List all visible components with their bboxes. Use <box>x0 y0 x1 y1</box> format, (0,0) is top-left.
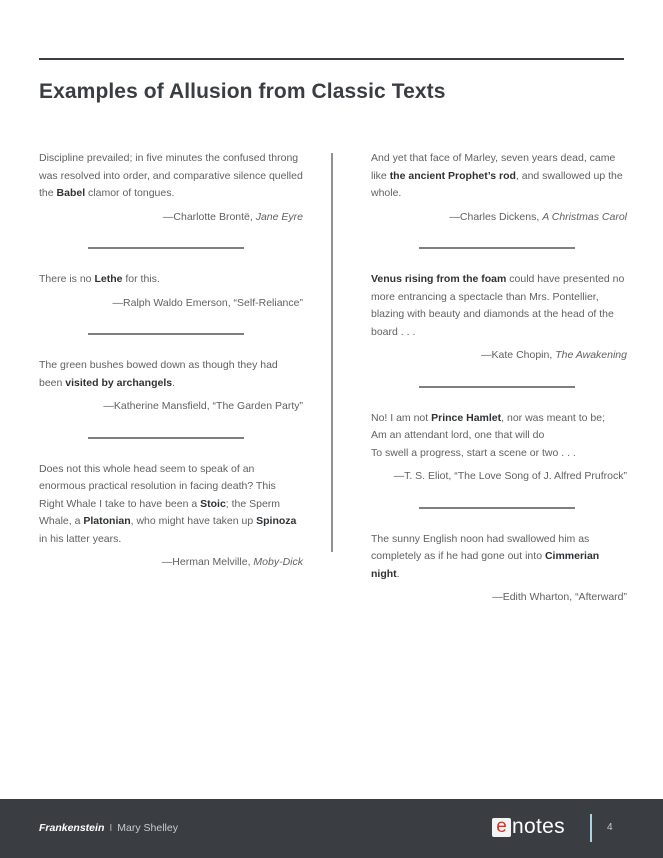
quote-attribution <box>39 295 303 313</box>
quote-fragment: clamor of tongues. <box>85 187 175 199</box>
quote-attribution <box>39 398 303 416</box>
quote-fragment: The sunny English noon had swallowed him as completely as if he had gone out into <box>371 532 590 562</box>
attribution-author: —Charlotte Brontë, <box>162 210 256 223</box>
quote-text <box>39 357 303 392</box>
quote-separator <box>419 507 575 509</box>
quote-fragment: And yet that face of Marley, seven years dead, came like <box>371 152 616 182</box>
quote-fragment: . <box>396 567 400 580</box>
attribution-work: Moby-Dick <box>253 556 303 568</box>
attribution-author: —Edith Wharton, <box>492 591 576 603</box>
quote-fragment: Discipline prevailed; in five minutes the confused throng was resolved into order, and comparative silence quelled the <box>39 152 303 199</box>
quote-text <box>39 461 303 549</box>
footer-author: Mary Shelley <box>117 822 178 834</box>
quote-fragment: could have presented no more entrancing a spectacle than Mrs. Pontellier, blazing with beauty and diamonds at the head of the board . . . <box>371 273 625 338</box>
quote-separator <box>419 386 575 388</box>
quote-attribution <box>371 347 627 365</box>
attribution-author: —Charles Dickens, <box>449 210 543 223</box>
right-column <box>371 150 627 607</box>
quote-attribution <box>39 209 303 227</box>
footer-divider <box>590 814 592 842</box>
column-divider <box>331 153 333 552</box>
quote-fragment: No! I am not <box>371 411 432 424</box>
top-rule <box>39 58 624 60</box>
quote-fragment: , who might have taken up <box>130 515 257 527</box>
quote-fragment: The green bushes bowed down as though they had been <box>39 359 278 389</box>
quote-attribution <box>39 554 303 572</box>
attribution-work: “Self-Reliance” <box>233 296 303 309</box>
enotes-logo-e-icon: e <box>492 818 511 837</box>
quote-fragment: ; the Sperm Whale, a <box>39 497 281 527</box>
page-title: Examples of Allusion from Classic Texts <box>39 80 446 103</box>
attribution-author: —Ralph Waldo Emerson, <box>112 296 234 309</box>
attribution-work: Jane Eyre <box>255 210 303 223</box>
quote-attribution <box>371 589 627 607</box>
quote-fragment: , and swallowed up the whole. <box>371 169 623 199</box>
quote-fragment: , nor was meant to be; Am an attendant lord, one that will do To swell a progress, start a scene or two . . . <box>371 411 606 459</box>
quote-fragment: There is no <box>39 273 95 285</box>
attribution-work: The Awakening <box>555 349 627 361</box>
allusion-term: Stoic <box>200 497 226 510</box>
quote-fragment: . <box>172 376 175 389</box>
attribution-work: A Christmas Carol <box>542 210 627 223</box>
allusion-term: visited by archangels <box>65 376 173 389</box>
attribution-work: “The Love Song of J. Alfred Prufrock” <box>454 470 627 482</box>
quote-attribution <box>371 209 627 227</box>
allusion-term: Spinoza <box>256 515 297 527</box>
allusion-term: Cimmerian night <box>371 550 600 580</box>
quote-separator <box>419 247 575 249</box>
quote-separator <box>88 437 244 439</box>
quote-fragment: for this. <box>122 273 160 285</box>
quote-text <box>371 271 627 341</box>
attribution-author: —Herman Melville, <box>161 556 254 568</box>
enotes-logo[interactable] <box>492 815 565 839</box>
enotes-logo-text: notes <box>512 815 565 838</box>
quote-separator <box>88 247 244 249</box>
allusion-term: Babel <box>56 187 86 199</box>
quote-attribution <box>371 468 627 486</box>
footer-book-info <box>39 822 178 834</box>
allusion-term: Prince Hamlet <box>431 411 502 424</box>
quote-text <box>371 150 627 203</box>
attribution-author: —Katherine Mansfield, <box>103 400 213 412</box>
allusion-term: Venus rising from the foam <box>371 273 507 285</box>
quote-fragment: Does not this whole head seem to speak of an enormous practical resolution in facing death? This Right Whale I take to have been a <box>39 462 276 510</box>
attribution-work: “The Garden Party” <box>212 400 303 412</box>
allusion-term: Platonian <box>83 515 131 527</box>
page-number: 4 <box>607 822 613 833</box>
footer-separator: I <box>109 822 113 834</box>
quote-separator <box>88 333 244 335</box>
attribution-author: —T. S. Eliot, <box>393 470 455 482</box>
left-column <box>39 150 303 572</box>
attribution-author: —Kate Chopin, <box>481 349 556 361</box>
footer-book-title: Frankenstein <box>39 822 105 834</box>
allusion-term: the ancient Prophet’s rod <box>389 169 516 182</box>
quote-fragment: in his latter years. <box>39 532 122 545</box>
quote-text <box>39 150 303 203</box>
footer <box>0 799 663 858</box>
quote-text <box>371 410 627 463</box>
allusion-term: Lethe <box>94 273 123 285</box>
quote-text <box>39 271 303 289</box>
attribution-work: “Afterward” <box>575 591 627 603</box>
quote-text <box>371 531 627 584</box>
